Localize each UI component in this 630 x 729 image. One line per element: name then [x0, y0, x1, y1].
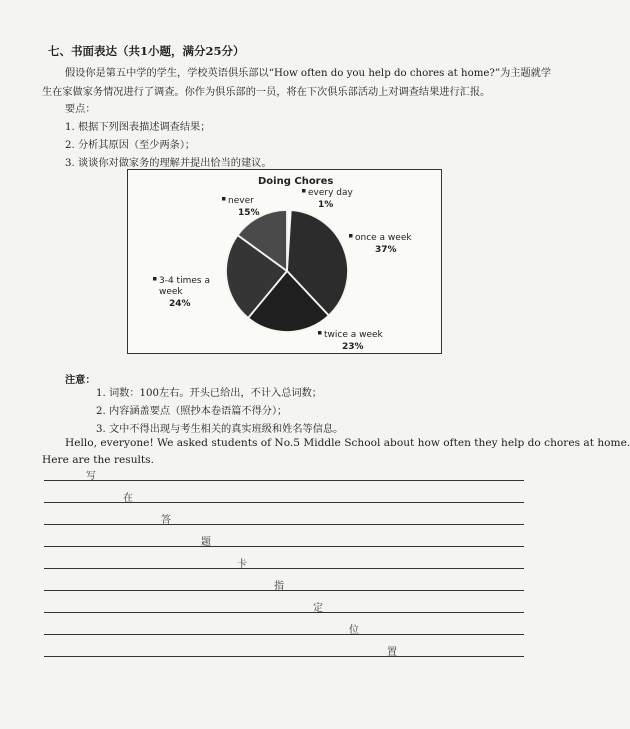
writing-line[interactable] — [44, 634, 524, 635]
watermark-char: 置 — [387, 647, 397, 658]
opening-line-2: Here are the results. — [42, 454, 154, 466]
slice-label: week — [159, 287, 183, 297]
requirements-heading: 要点： — [65, 104, 96, 115]
opening-line-1: Hello, everyone! We asked students of No.5 Middle School about how often they help do chores at home. — [65, 437, 630, 449]
watermark-char: 在 — [123, 493, 133, 504]
writing-line[interactable] — [44, 656, 524, 657]
watermark-char: 题 — [201, 537, 211, 548]
prompt-line-2: 生在家做家务情况进行了调查。你作为俱乐部的一员，将在下次俱乐部活动上对调查结果进行汇报。 — [42, 87, 491, 98]
requirement-item: 3. 谈谈你对做家务的理解并提出恰当的建议。 — [65, 158, 272, 169]
note-item: 1. 词数：100左右。开头已给出，不计入总词数； — [96, 388, 322, 399]
slice-label: twice a week — [324, 330, 383, 340]
legend-marker — [318, 331, 322, 335]
slice-value: 1% — [318, 200, 334, 210]
watermark-char: 答 — [161, 515, 171, 526]
writing-line[interactable] — [44, 590, 524, 591]
pie-chart-svg — [128, 170, 443, 355]
slice-value: 23% — [342, 342, 364, 352]
slice-value: 15% — [238, 208, 260, 218]
writing-line[interactable] — [44, 480, 524, 481]
watermark-char: 位 — [349, 625, 359, 636]
legend-marker — [153, 277, 157, 281]
prompt-line-1: 假设你是第五中学的学生，学校英语俱乐部以“How often do you help do chores at home?”为主题就学 — [65, 68, 552, 79]
writing-line[interactable] — [44, 502, 524, 503]
notes-heading: 注意： — [65, 374, 96, 386]
writing-line[interactable] — [44, 568, 524, 569]
slice-label: 3-4 times a — [159, 276, 210, 286]
watermark-char: 写 — [86, 471, 96, 482]
slice-label: once a week — [355, 233, 412, 243]
note-item: 2. 内容涵盖要点（照抄本卷语篇不得分）； — [96, 406, 288, 417]
slice-label: never — [228, 196, 254, 206]
watermark-char: 定 — [313, 603, 323, 614]
note-item: 3. 文中不得出现与考生相关的真实班级和姓名等信息。 — [96, 424, 344, 435]
slice-value: 37% — [375, 245, 397, 255]
writing-line[interactable] — [44, 524, 524, 525]
legend-marker — [222, 197, 226, 201]
legend-marker — [302, 189, 306, 193]
legend-marker — [349, 234, 353, 238]
slice-value: 24% — [169, 299, 191, 309]
section-title: 七、书面表达（共1小题，满分25分） — [48, 44, 245, 58]
requirement-item: 1. 根据下列图表描述调查结果； — [65, 122, 211, 133]
writing-line[interactable] — [44, 546, 524, 547]
chart-title: Doing Chores — [258, 176, 334, 187]
pie-chart — [127, 169, 442, 354]
slice-label: every day — [308, 188, 353, 198]
watermark-char: 指 — [274, 581, 284, 592]
requirement-item: 2. 分析其原因（至少两条）； — [65, 140, 196, 151]
watermark-char: 卡 — [237, 559, 247, 570]
writing-line[interactable] — [44, 612, 524, 613]
